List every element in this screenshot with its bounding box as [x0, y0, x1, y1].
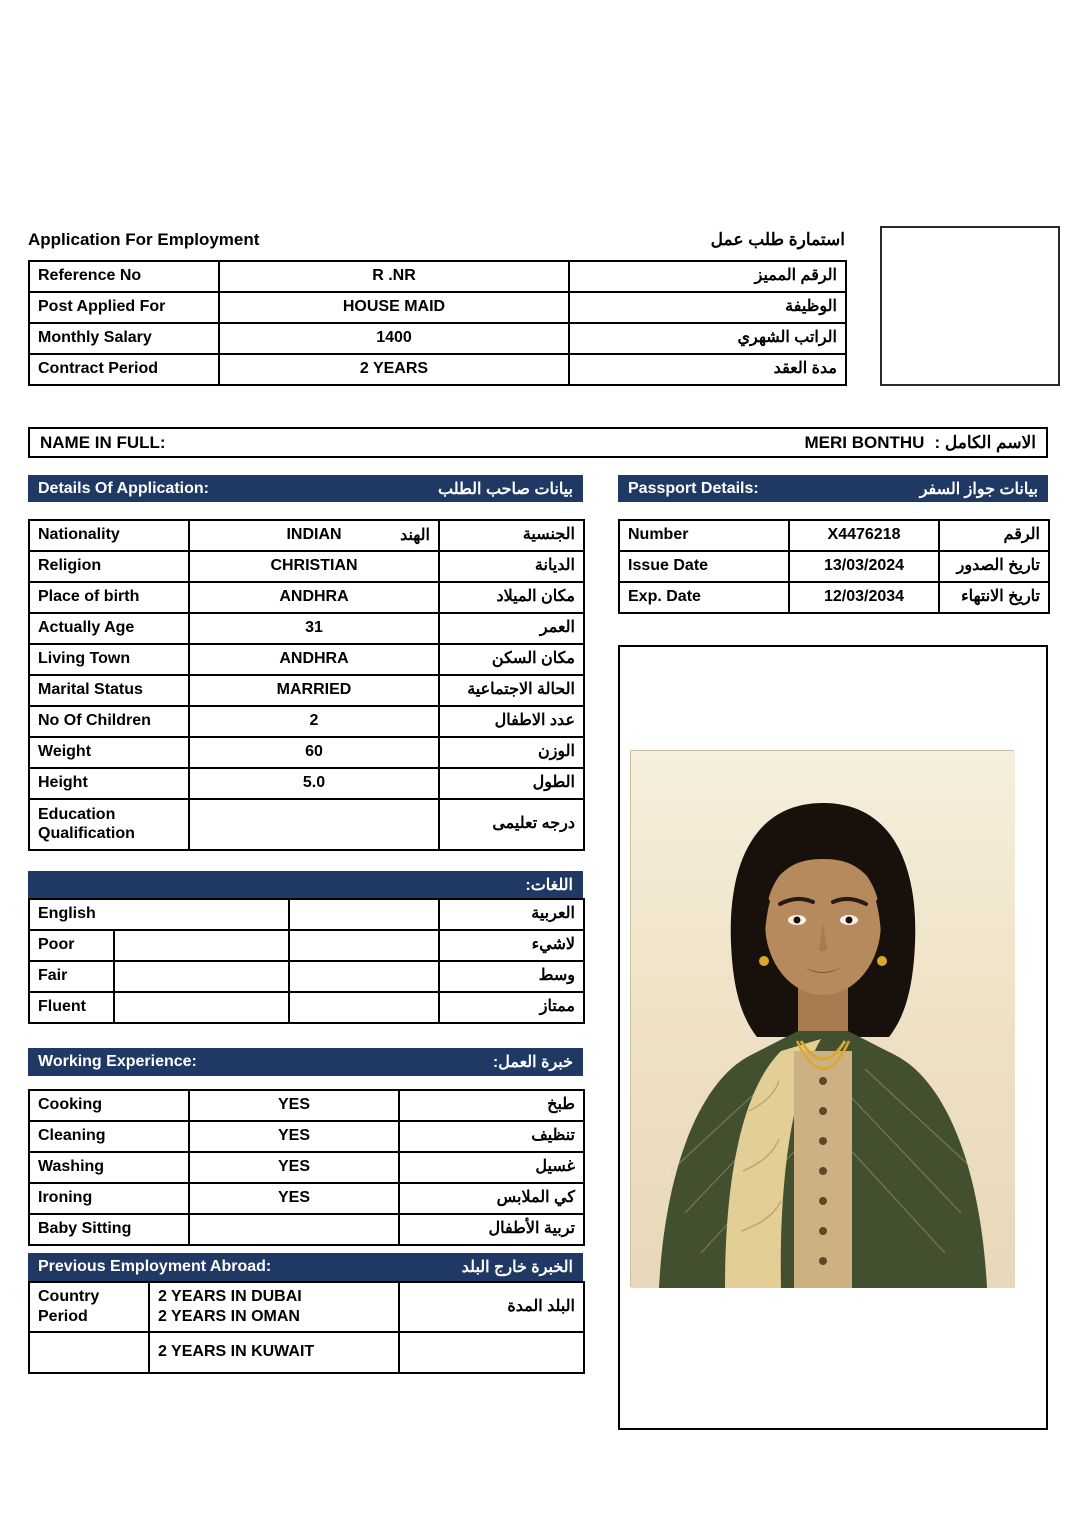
row-level-poor	[29, 930, 584, 961]
level-label: Poor	[29, 930, 114, 961]
photo-frame	[618, 645, 1048, 1430]
passport-section-header	[618, 475, 1048, 502]
history-line-3: 2 YEARS IN KUWAIT	[149, 1332, 399, 1373]
passport-title-ar: بيانات جواز السفر	[919, 480, 1038, 498]
table-row-reference-no	[29, 261, 846, 292]
field-value: ANDHRA	[189, 582, 439, 613]
details-table	[28, 519, 585, 851]
skill-label: Ironing	[29, 1183, 189, 1214]
languages-title-ar: اللغات:	[525, 876, 573, 894]
language-name: English	[29, 899, 289, 930]
field-label-ar: الطول	[439, 768, 584, 799]
table-row-monthly-salary	[29, 323, 846, 354]
details-section-header	[28, 475, 583, 502]
passport-title-en: Passport Details:	[628, 479, 759, 497]
field-label-ar: الجنسية	[439, 520, 584, 551]
field-label-ar: الرقم المميز	[569, 261, 846, 292]
employment-history	[149, 1282, 399, 1332]
row-cleaning	[29, 1121, 584, 1152]
field-label-ar: الحالة الاجتماعية	[439, 675, 584, 706]
empty-cell	[29, 1332, 149, 1373]
languages-table	[28, 898, 585, 1024]
row-level-fluent	[29, 992, 584, 1023]
row-employment-extra	[29, 1332, 584, 1373]
field-label: Marital Status	[29, 675, 189, 706]
skill-label-ar: كي الملابس	[399, 1183, 584, 1214]
experience-title-ar: خبرة العمل:	[492, 1054, 573, 1071]
details-title-en: Details Of Application:	[38, 479, 209, 497]
empty-cell	[289, 992, 439, 1023]
skill-label-ar: تربية الأطفال	[399, 1214, 584, 1245]
passport-table	[618, 519, 1050, 614]
row-marital-status	[29, 675, 584, 706]
field-label: Religion	[29, 551, 189, 582]
applicant-name: MERI BONTHU	[804, 432, 925, 452]
skill-label: Cleaning	[29, 1121, 189, 1152]
field-label: Living Town	[29, 644, 189, 675]
skill-value: YES	[189, 1121, 399, 1152]
stamp-box	[880, 226, 1060, 386]
row-place-of-birth	[29, 582, 584, 613]
applicant-photo	[630, 750, 1014, 1287]
field-value: CHRISTIAN	[189, 551, 439, 582]
skill-label-ar: طبخ	[399, 1090, 584, 1121]
field-label: Contract Period	[29, 354, 219, 385]
row-height	[29, 768, 584, 799]
field-label: Actually Age	[29, 613, 189, 644]
row-weight	[29, 737, 584, 768]
field-value: 5.0	[189, 768, 439, 799]
document-header	[28, 230, 845, 250]
field-label: Reference No	[29, 261, 219, 292]
field-value: 13/03/2024	[789, 551, 939, 582]
experience-title-en: Working Experience:	[38, 1053, 197, 1070]
field-value: 12/03/2034	[789, 582, 939, 613]
top-info-table	[28, 260, 847, 386]
field-value: 1400	[219, 323, 569, 354]
table-row-contract-period	[29, 354, 846, 385]
previous-title-en: Previous Employment Abroad:	[38, 1258, 272, 1275]
field-value: 2	[189, 706, 439, 737]
level-label: Fair	[29, 961, 114, 992]
history-line-1: 2 YEARS IN DUBAI	[158, 1288, 302, 1305]
empty-cell	[289, 961, 439, 992]
field-label: Education Qualification	[29, 799, 189, 850]
form-title-ar: استمارة طلب عمل	[710, 230, 845, 249]
languages-section-header	[28, 871, 583, 898]
field-label-ar: الرقم	[939, 520, 1049, 551]
label-country: Country	[38, 1288, 100, 1305]
skill-value	[189, 1214, 399, 1245]
row-nationality	[29, 520, 584, 551]
row-level-fair	[29, 961, 584, 992]
field-value: 31	[189, 613, 439, 644]
field-label-ar: الوزن	[439, 737, 584, 768]
field-label-ar: الديانة	[439, 551, 584, 582]
name-label-ar: : الاسم الكامل	[934, 432, 1036, 452]
experience-section-header	[28, 1048, 583, 1076]
field-label-ar: الوظيفة	[569, 292, 846, 323]
row-baby-sitting	[29, 1214, 584, 1245]
level-checkbox-cell	[114, 992, 289, 1023]
field-label: Place of birth	[29, 582, 189, 613]
field-label-ar: مدة العقد	[569, 354, 846, 385]
field-label: Exp. Date	[619, 582, 789, 613]
country-period-label	[29, 1282, 149, 1332]
field-value: MARRIED	[189, 675, 439, 706]
field-label-ar: عدد الاطفال	[439, 706, 584, 737]
skill-label: Baby Sitting	[29, 1214, 189, 1245]
experience-table	[28, 1089, 585, 1246]
skill-value: YES	[189, 1090, 399, 1121]
field-label-ar: مكان الميلاد	[439, 582, 584, 613]
level-label: Fluent	[29, 992, 114, 1023]
field-label: No Of Children	[29, 706, 189, 737]
field-value: HOUSE MAID	[219, 292, 569, 323]
field-label: Issue Date	[619, 551, 789, 582]
field-value: 2 YEARS	[219, 354, 569, 385]
level-label-ar: وسط	[439, 961, 584, 992]
field-label-ar: الراتب الشهري	[569, 323, 846, 354]
details-title-ar: بيانات صاحب الطلب	[438, 480, 573, 498]
row-religion	[29, 551, 584, 582]
field-label-ar: تاريخ الانتهاء	[939, 582, 1049, 613]
field-label: Monthly Salary	[29, 323, 219, 354]
country-period-label-ar: البلد المدة	[399, 1282, 584, 1332]
row-cooking	[29, 1090, 584, 1121]
level-label-ar: ممتاز	[439, 992, 584, 1023]
row-country-period	[29, 1282, 584, 1332]
field-label-ar: العمر	[439, 613, 584, 644]
level-label-ar: لاشيء	[439, 930, 584, 961]
previous-employment-table	[28, 1281, 585, 1374]
field-label-ar: درجه تعليمى	[439, 799, 584, 850]
field-label-ar: مكان السكن	[439, 644, 584, 675]
field-label: Weight	[29, 737, 189, 768]
history-line-2: 2 YEARS IN OMAN	[158, 1308, 300, 1325]
level-checkbox-cell	[114, 930, 289, 961]
empty-cell	[289, 899, 439, 930]
name-label: NAME IN FULL:	[40, 432, 166, 452]
field-label: Height	[29, 768, 189, 799]
field-label: Post Applied For	[29, 292, 219, 323]
name-in-full-row	[28, 427, 1048, 458]
field-value: R .NR	[219, 261, 569, 292]
field-label: Nationality	[29, 520, 189, 551]
row-living-town	[29, 644, 584, 675]
skill-label-ar: تنظيف	[399, 1121, 584, 1152]
previous-employment-section-header	[28, 1253, 583, 1281]
row-washing	[29, 1152, 584, 1183]
empty-cell	[399, 1332, 584, 1373]
row-actually-age	[29, 613, 584, 644]
field-value	[189, 799, 439, 850]
skill-label-ar: غسيل	[399, 1152, 584, 1183]
row-passport-number	[619, 520, 1049, 551]
value-text: INDIAN	[286, 526, 342, 544]
field-value	[189, 520, 439, 551]
row-no-of-children	[29, 706, 584, 737]
language-name-ar: العربية	[439, 899, 584, 930]
field-label-ar: تاريخ الصدور	[939, 551, 1049, 582]
field-value: ANDHRA	[189, 644, 439, 675]
previous-title-ar: الخبرة خارج البلد	[461, 1259, 573, 1276]
value-text-ar: الهند	[400, 526, 430, 544]
row-education-qualification	[29, 799, 584, 850]
form-title-en: Application For Employment	[28, 230, 260, 249]
applicant-photo-graphic	[631, 751, 1015, 1288]
row-issue-date	[619, 551, 1049, 582]
row-ironing	[29, 1183, 584, 1214]
row-language-english	[29, 899, 584, 930]
skill-value: YES	[189, 1183, 399, 1214]
level-checkbox-cell	[114, 961, 289, 992]
skill-label: Cooking	[29, 1090, 189, 1121]
skill-value: YES	[189, 1152, 399, 1183]
skill-label: Washing	[29, 1152, 189, 1183]
label-period: Period	[38, 1308, 88, 1325]
table-row-post-applied	[29, 292, 846, 323]
field-label: Number	[619, 520, 789, 551]
field-value: 60	[189, 737, 439, 768]
empty-cell	[289, 930, 439, 961]
field-value: X4476218	[789, 520, 939, 551]
row-exp-date	[619, 582, 1049, 613]
